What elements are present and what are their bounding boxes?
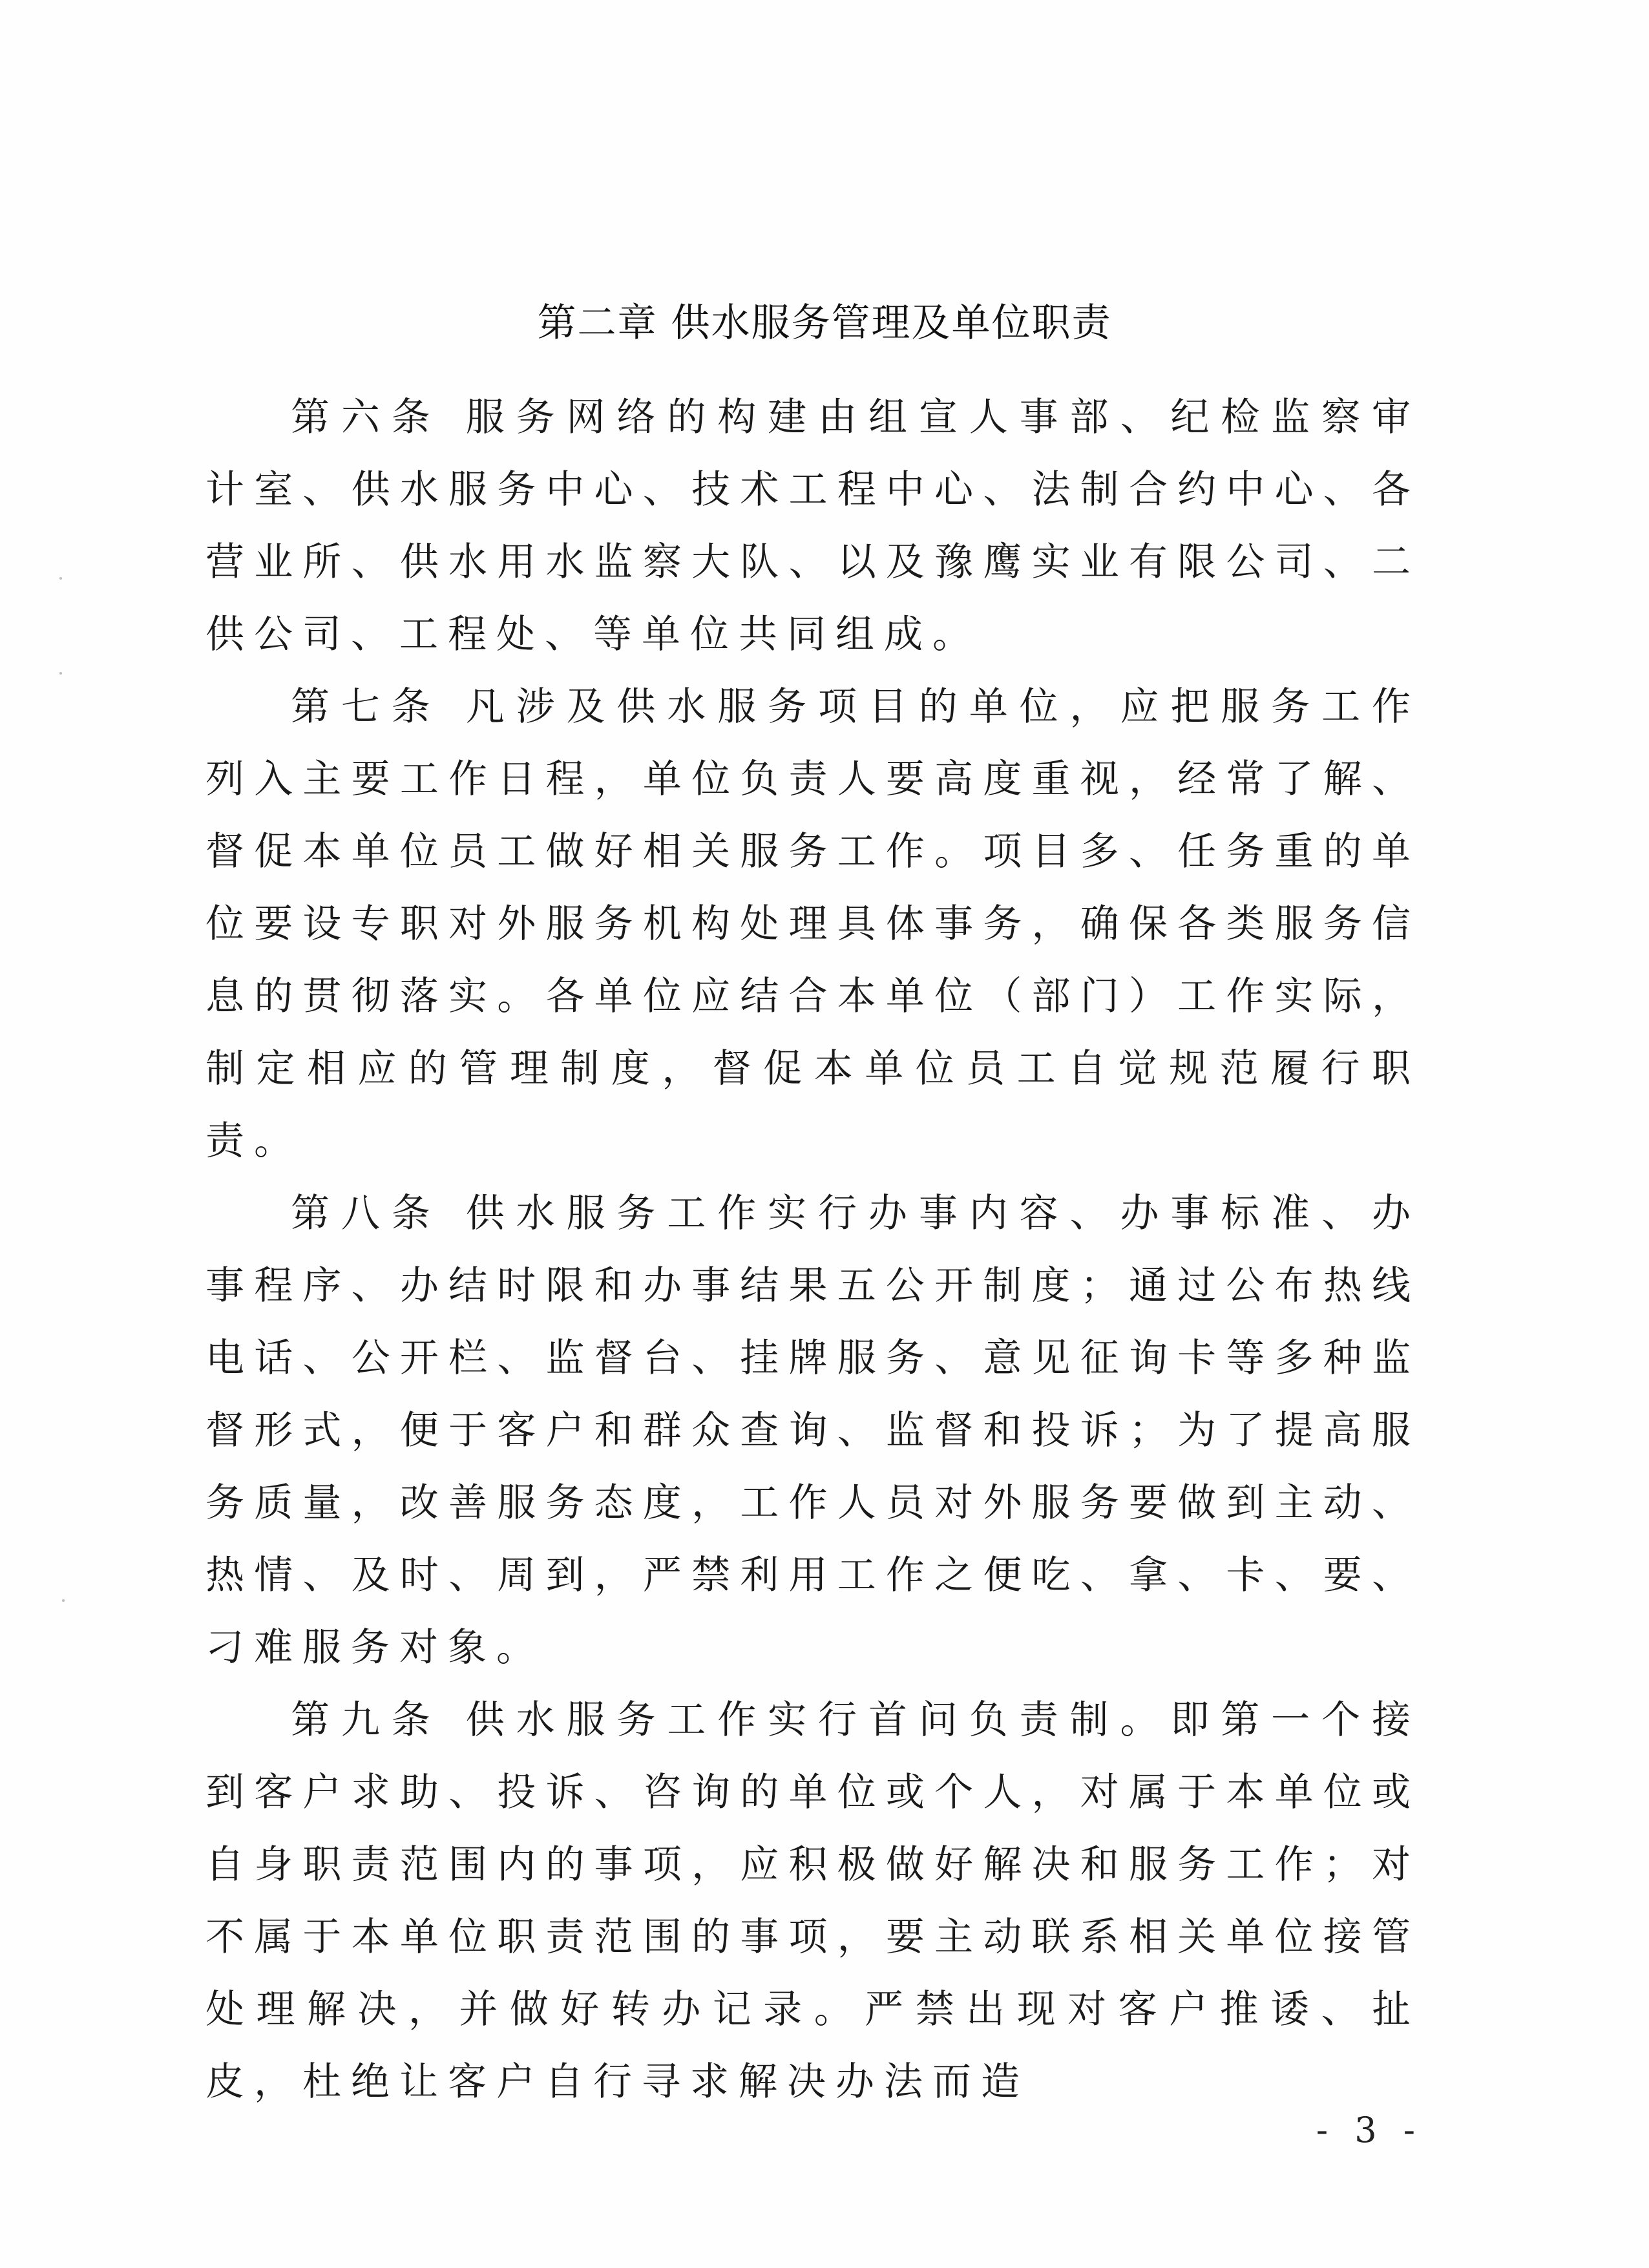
scan-speck <box>62 1599 65 1602</box>
scan-speck <box>59 577 62 580</box>
body-text <box>205 381 1420 2118</box>
scan-speck <box>59 672 62 675</box>
page-number: - 3 - <box>1316 2110 1423 2150</box>
article-9-paragraph: 第九条 供水服务工作实行首问负责制。即第一个接到客户求助、投诉、咨询的单位或个人，对属于本单位或自身职责范围内的事项，应积极做好解决和服务工作；对不属于本单位职责范围的事项，要主动联系相关单位接管处理解决，并做好转办记录。严禁出现对客户推诿、扯皮，杜绝让客户自行寻求解决办法而造 <box>205 1697 1420 2105</box>
article-7-paragraph: 第七条 凡涉及供水服务项目的单位，应把服务工作列入主要工作日程，单位负责人要高度重视，经常了解、督促本单位员工做好相关服务工作。项目多、任务重的单位要设专职对外服务机构处理具体事务，确保各类服务信息的贯彻落实。各单位应结合本单位（部门）工作实际，制定相应的管理制度，督促本单位员工自觉规范履行职责。 <box>205 684 1420 1164</box>
article-8-paragraph: 第八条 供水服务工作实行办事内容、办事标准、办事程序、办结时限和办事结果五公开制度；通过公布热线电话、公开栏、监督台、挂牌服务、意见征询卡等多种监督形式，便于客户和群众查询、监督和投诉；为了提高服务质量，改善服务态度，工作人员对外服务要做到主动、热情、及时、周到，严禁利用工作之便吃、拿、卡、要、刁难服务对象。 <box>205 1191 1420 1670</box>
chapter-title: 第二章 供水服务管理及单位职责 <box>537 300 1112 346</box>
article-6-paragraph: 第六条 服务网络的构建由组宣人事部、纪检监察审计室、供水服务中心、技术工程中心、法制合约中心、各营业所、供水用水监察大队、以及豫鹰实业有限公司、二供公司、工程处、等单位共同组成。 <box>205 395 1420 657</box>
